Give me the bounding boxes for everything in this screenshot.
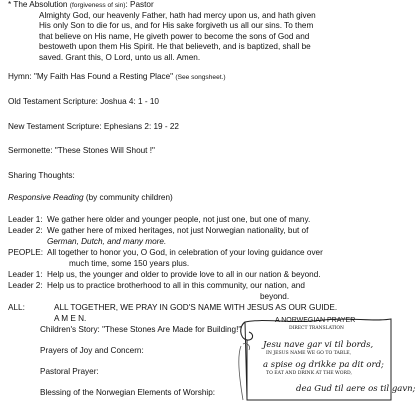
childrens-story-title: "These Stones Are Made for Building!": [102, 325, 242, 334]
scroll-prayer-line: dea Gud til aere os til gavn;: [296, 384, 415, 394]
nt-ref: Ephesians 2: 19 - 22: [103, 122, 179, 131]
nt-label: New Testament Scripture:: [8, 122, 102, 131]
reading-line: All together to honor you, O God, in celebration of your loving guidance over: [47, 248, 323, 257]
responsive-label: Responsive Reading: [8, 193, 84, 202]
absolution-line: Almighty God, our heavenly Father, hath had mercy upon us, and hath given: [39, 10, 316, 20]
scroll-prayer-line: Jesu nave gar vi til bords,: [263, 340, 374, 350]
responsive-note: (by community children): [85, 193, 173, 202]
sharing-thoughts: Sharing Thoughts:: [8, 171, 75, 180]
sermonette-label: Sermonette:: [8, 146, 53, 155]
absolution-line: bestoweth upon them His Spirit. He that believeth, and is baptized, shall be: [39, 42, 311, 51]
sermonette-title: "These Stones Will Shout !": [54, 146, 155, 155]
reading-speaker: Leader 1:: [8, 270, 43, 279]
reading-speaker: ALL:: [8, 303, 25, 312]
scroll-translation-line: IN JESUS NAME WE GO TO TABLE,: [266, 351, 352, 356]
absolution-title: * The Absolution: [8, 0, 68, 9]
reading-line: We gather here of mixed heritages, not just Norwegian nationality, but of: [47, 226, 309, 235]
scroll-subheading: DIRECT TRANSLATION: [289, 326, 344, 331]
norwegian-prayer-scroll: [233, 316, 415, 400]
absolution-paren: (forgiveness of sin): [69, 2, 126, 9]
prayers-of-joy: Prayers of Joy and Concern:: [40, 346, 144, 355]
scroll-translation-line: TO EAT AND DRINK AT THE WORD,: [266, 371, 352, 376]
reading-line: A M E N.: [54, 313, 87, 323]
ot-label: Old Testament Scripture:: [8, 97, 98, 106]
reading-speaker: Leader 1:: [8, 215, 43, 224]
absolution-line: saved. Grant this, O Lord, unto us all. Amen.: [39, 52, 201, 62]
reading-speaker: PEOPLE:: [8, 248, 44, 257]
childrens-story-label: Children's Story:: [40, 325, 100, 334]
scroll-prayer-line: a spise og drikke pa dit ord;: [263, 360, 384, 370]
reading-line: We gather here older and younger people, not just one, but one of many.: [47, 215, 311, 224]
reading-line: beyond.: [260, 291, 290, 301]
ot-ref: Joshua 4: 1 - 10: [100, 97, 159, 106]
ot-line: [8, 97, 159, 108]
childrens-story-line: [40, 325, 241, 336]
reading-line: ALL TOGETHER, WE PRAY IN GOD'S NAME WITH JESUS AS OUR GUIDE.: [54, 303, 338, 312]
pastoral-prayer: Pastoral Prayer:: [40, 367, 99, 376]
reading-speaker: Leader 2:: [8, 226, 43, 235]
blessing-line: Blessing of the Norwegian Elements of Worship:: [40, 388, 216, 397]
absolution-role: : Pastor: [125, 0, 154, 9]
hymn-line: [8, 72, 226, 84]
reading-line: much time, some 150 years plus.: [69, 258, 190, 268]
nt-line: [8, 122, 179, 133]
reading-line: Help us, the younger and older to provide love to all in our nation & beyond.: [47, 270, 321, 279]
hymn-label: Hymn:: [8, 72, 32, 81]
responsive-reading-heading: [8, 193, 173, 204]
reading-speaker: Leader 2:: [8, 281, 43, 290]
absolution-line: that believe on His name, He giveth power to become the sons of God and: [39, 31, 310, 41]
hymn-note: (See songsheet.): [175, 74, 226, 81]
scroll-heading: A NORWEGIAN PRAYER: [275, 317, 356, 324]
reading-line: Help us to practice brotherhood to all in this community, our nation, and: [47, 281, 305, 290]
sermonette-line: [8, 146, 155, 157]
reading-line: German, Dutch, and many more.: [47, 236, 167, 246]
hymn-title: "My Faith Has Found a Resting Place": [33, 72, 174, 81]
absolution-line: His only Son to die for us, and for His sake forgiveth us all our sins. To them: [39, 21, 314, 30]
